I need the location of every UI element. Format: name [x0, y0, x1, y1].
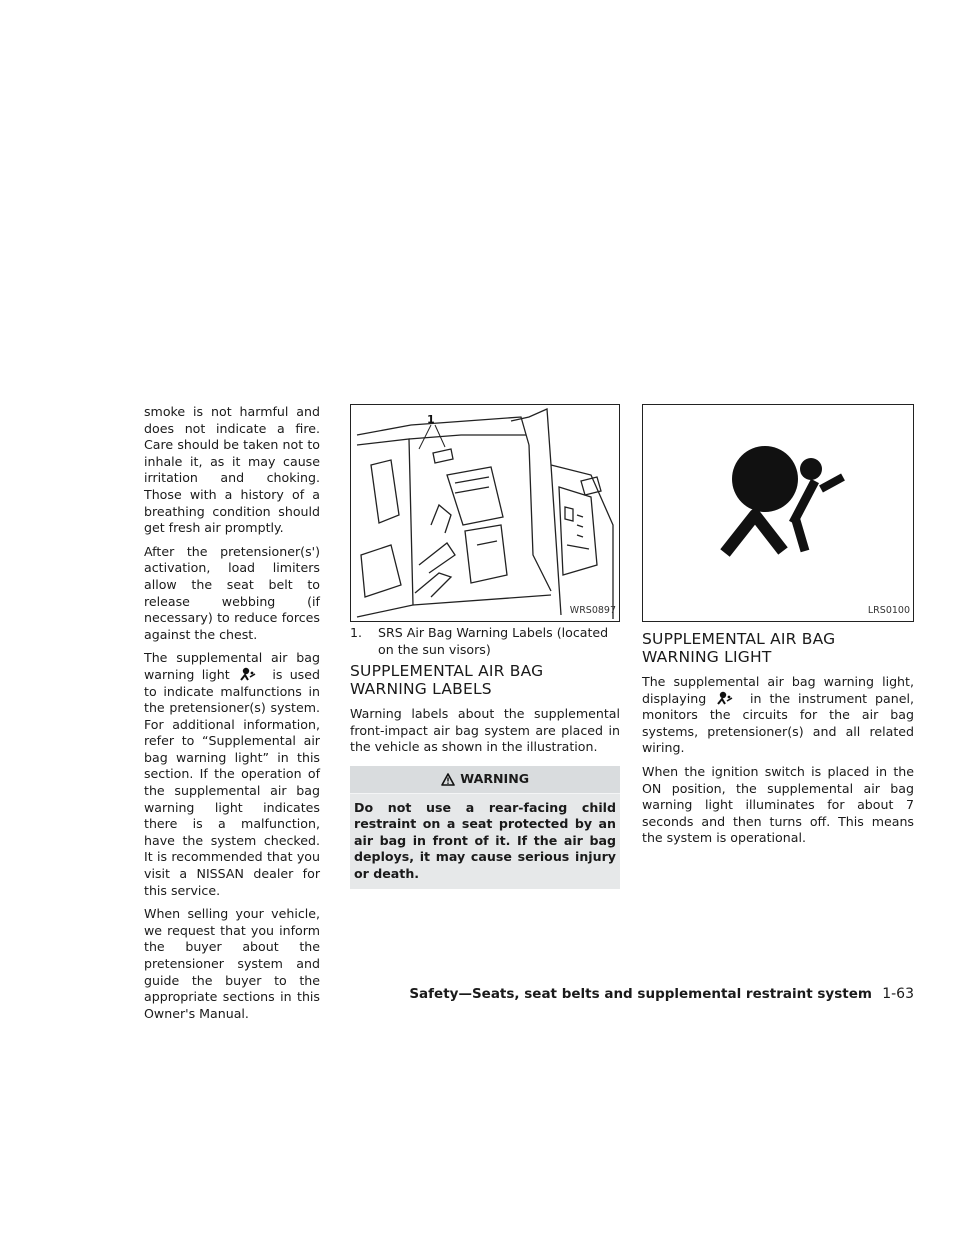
caption-number: 1. [350, 625, 363, 640]
vehicle-interior-illustration [351, 405, 619, 621]
paragraph: After the pretensioner(s') activation, load limiters allow the seat belt to release webbing (if necessary) to reduce forces against the chest. [144, 543, 320, 642]
figure-code: LRS0100 [867, 605, 910, 617]
warning-text: Do not use a rear-facing child restraint on a seat protected by an air bag in front of it. If the air bag deploys, it may cause serious injury or death. [350, 793, 620, 889]
airbag-warning-icon [714, 691, 742, 705]
warning-box [350, 766, 620, 889]
warning-header [350, 766, 620, 793]
airbag-warning-icon [643, 405, 913, 621]
page-footer [409, 986, 914, 1002]
figure-caption [350, 625, 620, 658]
footer-section-title: Safety—Seats, seat belts and supplemental restraint system [409, 986, 872, 1002]
paragraph [642, 674, 914, 757]
column-1 [144, 404, 320, 1029]
warning-triangle-icon [441, 773, 455, 786]
airbag-warning-icon [237, 667, 265, 681]
section-heading: SUPPLEMENTAL AIR BAG WARNING LABELS [350, 662, 544, 699]
sun-visor-label-figure [350, 404, 620, 622]
text-fragment: in the instrument panel, monitors the circuits for the air bag systems, pretensioner(s) and all related wiring. [642, 690, 914, 756]
caption-text: SRS Air Bag Warning Labels (located on the sun visors) [378, 625, 609, 657]
paragraph: When the ignition switch is placed in the ON position, the supplemental air bag warning light illuminates for about 7 seconds and then turns off. This means the system is operational. [642, 763, 914, 846]
warning-title: WARNING [460, 770, 530, 786]
column-2 [350, 404, 620, 889]
airbag-warning-light-figure [642, 404, 914, 622]
figure-callout: 1 [427, 413, 435, 426]
paragraph: Warning labels about the supplemental front-impact air bag system are placed in the vehicle as shown in the illustration. [350, 706, 620, 755]
section-heading: SUPPLEMENTAL AIR BAG WARNING LIGHT [642, 630, 836, 666]
paragraph: When selling your vehicle, we request that you inform the buyer about the pretensioner system and guide the buyer to the appropriate sections in this Owner's Manual. [144, 906, 320, 1021]
text-fragment: The supplemental air bag warning light, displaying [642, 674, 914, 706]
paragraph: smoke is not harmful and does not indicate a fire. Care should be taken not to inhale it, as it may cause irritation and choking. Those with a history of a breathing condition should get fresh air promptly. [144, 404, 320, 536]
page-number: 1-63 [882, 986, 914, 1002]
paragraph [144, 650, 320, 899]
figure-code: WRS0897 [569, 605, 616, 617]
column-3 [642, 404, 914, 854]
text-fragment: is used to indicate malfunctions in the pretensioner(s) system. For additional information, refer to “Supplemental air bag warning light” in this section. If the operation of the supplemental air bag warning light indicates there is a malfunction, have the system checked. It is recommended that you visit a NISSAN dealer for this service. [144, 666, 320, 898]
text-fragment: The supplemental air bag warning light [144, 650, 320, 682]
